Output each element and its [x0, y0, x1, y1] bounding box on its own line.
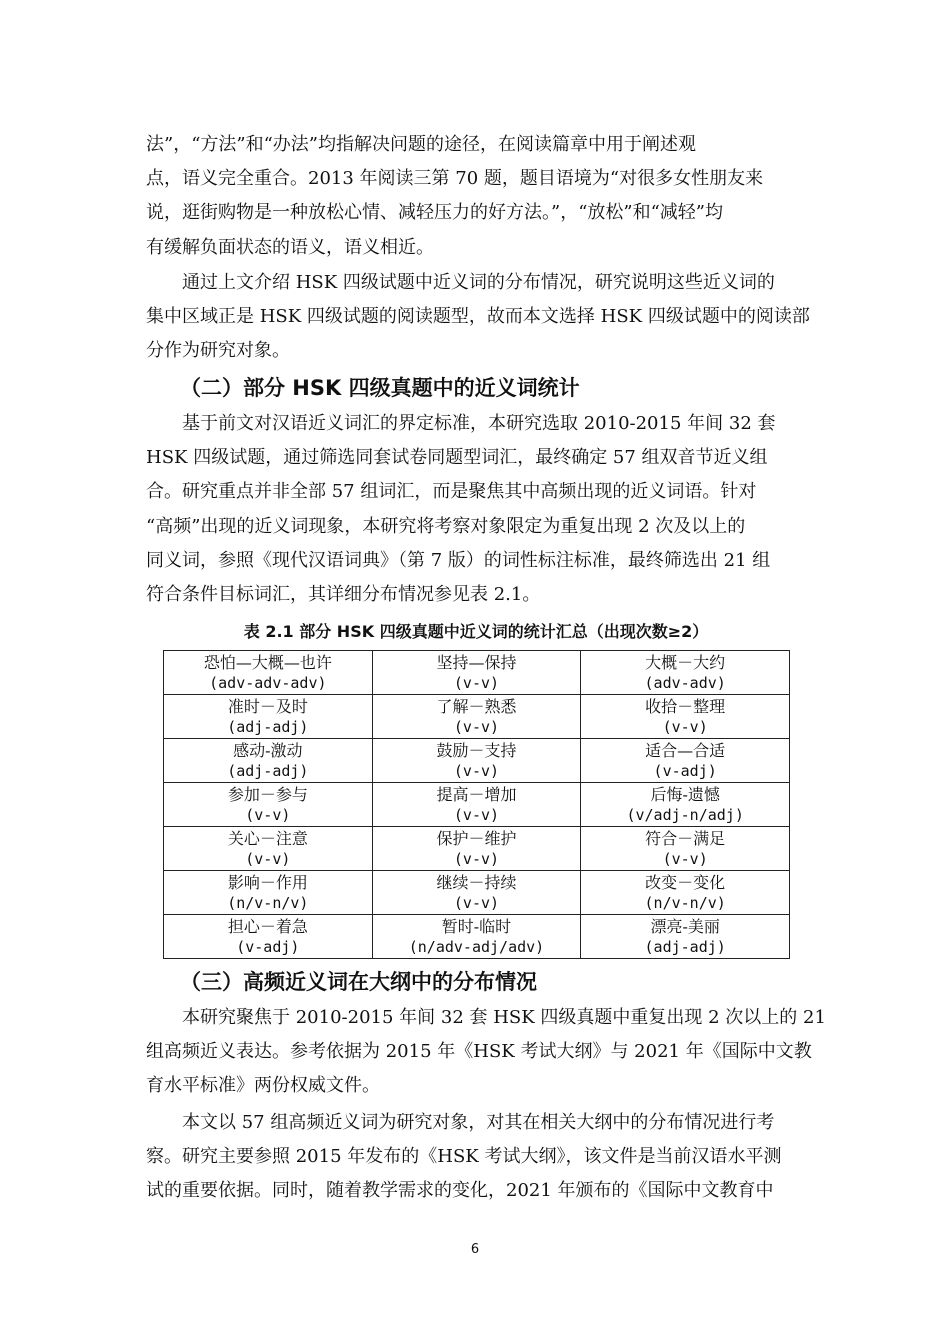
paragraph-3	[146, 407, 806, 612]
table-caption: 表 2.1 部分 HSK 四级真题中近义词的统计汇总（出现次数≥2）	[243, 622, 709, 641]
page-number: 6	[470, 1242, 480, 1257]
table-cell	[581, 871, 790, 915]
synonym-pair: 提高－增加	[436, 784, 517, 804]
text-line: 集中区域正是 HSK 四级试题的阅读题型，故而本文选择 HSK 四级试题中的阅读部	[146, 306, 810, 328]
synonym-pair: 准时－及时	[227, 696, 308, 716]
paragraph-2	[146, 266, 810, 369]
table-cell	[372, 827, 581, 871]
text-line: 说，逛街购物是一种放松心情、减轻压力的好方法。”，“放松”和“减轻”均	[146, 202, 724, 224]
text-line: 点，语义完全重合。2013 年阅读三第 70 题，题目语境为“对很多女性朋友来	[146, 168, 764, 190]
table-cell	[581, 651, 790, 695]
synonym-pair: 符合－满足	[645, 828, 726, 848]
part-of-speech: (v/adj-n/adj)	[626, 805, 744, 824]
part-of-speech: (v-v)	[453, 761, 500, 780]
synonym-pair: 后悔-遗憾	[650, 784, 720, 804]
synonym-pair: 关心－注意	[227, 828, 308, 848]
part-of-speech: (n/v-n/v)	[644, 893, 726, 912]
synonym-pair: 继续－持续	[436, 872, 517, 892]
synonym-pair: 鼓励－支持	[436, 740, 517, 760]
synonym-pair: 漂亮-美丽	[650, 916, 720, 936]
synonym-pair: 坚持—保持	[436, 652, 517, 672]
table-row	[164, 827, 790, 871]
table-cell	[372, 783, 581, 827]
synonym-pair: 影响－作用	[227, 872, 308, 892]
section-heading-3: （三）高频近义词在大纲中的分布情况	[180, 970, 537, 994]
text-line: HSK 四级试题，通过筛选同套试卷同题型词汇，最终确定 57 组双音节近义组	[146, 447, 768, 469]
text-line: 试的重要依据。同时，随着教学需求的变化，2021 年颁布的《国际中文教育中	[146, 1180, 774, 1202]
table-cell	[581, 783, 790, 827]
part-of-speech: (v-v)	[245, 805, 291, 824]
synonym-pair: 改变－变化	[645, 872, 726, 892]
part-of-speech: (v-v)	[453, 673, 500, 692]
part-of-speech: (v-v)	[453, 717, 500, 736]
table-row	[164, 871, 790, 915]
part-of-speech: (v-v)	[453, 805, 500, 824]
table-cell	[164, 651, 373, 695]
part-of-speech: (adv-adv-adv)	[209, 673, 327, 692]
table-row	[164, 783, 790, 827]
table-cell	[164, 871, 373, 915]
table-cell	[164, 915, 373, 959]
table-cell	[581, 739, 790, 783]
part-of-speech: (adj-adj)	[644, 937, 726, 956]
part-of-speech: (v-v)	[453, 849, 500, 868]
table-cell	[164, 739, 373, 783]
text-line: 同义词，参照《现代汉语词典》（第 7 版）的词性标注标准，最终筛选出 21 组	[146, 549, 771, 571]
part-of-speech: (v-v)	[453, 893, 500, 912]
synonym-pair: 保护－维护	[436, 828, 517, 848]
part-of-speech: (v-v)	[245, 849, 291, 868]
part-of-speech: (v-adj)	[653, 761, 717, 780]
text-line: 组高频近义表达。参考依据为 2015 年《HSK 考试大纲》与 2021 年《国际中文教	[146, 1041, 812, 1063]
table-cell	[581, 695, 790, 739]
part-of-speech: (v-v)	[662, 849, 708, 868]
part-of-speech: (v-adj)	[236, 937, 300, 956]
table-row	[164, 695, 790, 739]
section-heading-2: （二）部分 HSK 四级真题中的近义词统计	[180, 376, 580, 400]
synonym-pair: 感动-激动	[233, 740, 303, 760]
text-line: 分作为研究对象。	[146, 340, 290, 362]
table-cell	[372, 695, 581, 739]
text-line: “高频”出现的近义词现象，本研究将考察对象限定为重复出现 2 次及以上的	[146, 515, 746, 537]
text-line: 合。研究重点并非全部 57 组词汇，而是聚焦其中高频出现的近义词语。针对	[146, 481, 757, 503]
table-row	[164, 739, 790, 783]
synonym-pair: 适合—合适	[645, 740, 726, 760]
text-line: 育水平标准》两份权威文件。	[146, 1075, 380, 1097]
text-line: 通过上文介绍 HSK 四级试题中近义词的分布情况，研究说明这些近义词的	[182, 272, 775, 293]
table-cell	[372, 651, 581, 695]
part-of-speech: (adj-adj)	[227, 761, 309, 780]
part-of-speech: (n/adv-adj/adv)	[408, 937, 545, 956]
synonym-pair: 大概－大约	[645, 652, 726, 672]
synonym-pair: 收拾－整理	[645, 696, 726, 716]
table-cell	[164, 827, 373, 871]
table-cell	[581, 827, 790, 871]
text-line: 本文以 57 组高频近义词为研究对象，对其在相关大纲中的分布情况进行考	[182, 1112, 775, 1133]
synonym-pair: 恐怕—大概—也许	[203, 652, 332, 672]
table-cell	[164, 783, 373, 827]
table-cell	[164, 695, 373, 739]
paragraph-1	[146, 128, 806, 265]
table-cell	[372, 739, 581, 783]
text-line: 基于前文对汉语近义词汇的界定标准，本研究选取 2010-2015 年间 32 套	[182, 413, 776, 434]
part-of-speech: (adv-adv)	[644, 673, 726, 692]
text-line: 法”，“方法”和“办法”均指解决问题的途径，在阅读篇章中用于阐述观	[146, 134, 697, 155]
table-cell	[372, 871, 581, 915]
paragraph-4	[146, 1001, 826, 1104]
text-line: 有缓解负面状态的语义，语义相近。	[146, 236, 434, 258]
text-line: 本研究聚焦于 2010-2015 年间 32 套 HSK 四级真题中重复出现 2 次以上的 21	[182, 1007, 826, 1028]
text-line: 符合条件目标词汇，其详细分布情况参见表 2.1。	[146, 584, 541, 606]
synonym-pair: 暂时-临时	[441, 916, 512, 936]
synonym-table	[163, 650, 790, 959]
synonym-pair: 了解－熟悉	[436, 696, 517, 716]
part-of-speech: (v-v)	[662, 717, 708, 736]
part-of-speech: (adj-adj)	[227, 717, 309, 736]
text-line: 察。研究主要参照 2015 年发布的《HSK 考试大纲》，该文件是当前汉语水平测	[146, 1146, 782, 1168]
table-cell	[372, 915, 581, 959]
synonym-pair: 担心－着急	[227, 916, 308, 936]
table-cell	[581, 915, 790, 959]
table-row	[164, 651, 790, 695]
part-of-speech: (n/v-n/v)	[227, 893, 309, 912]
synonym-pair: 参加－参与	[227, 784, 308, 804]
table-row	[164, 915, 790, 959]
paragraph-5	[146, 1106, 806, 1209]
